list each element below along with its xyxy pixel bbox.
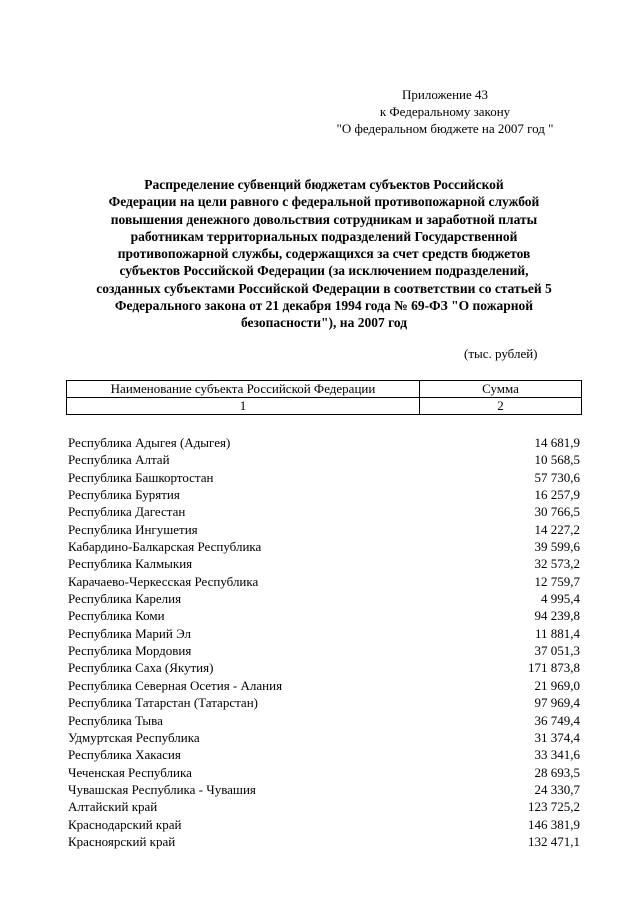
region-name: Красноярский край bbox=[68, 833, 176, 849]
table-row bbox=[68, 642, 580, 659]
amount-value: 30 766,5 bbox=[534, 504, 580, 520]
title-line: Распределение субвенций бюджетам субъектов Российской bbox=[144, 177, 504, 192]
region-name: Алтайский край bbox=[68, 799, 158, 815]
table-row bbox=[68, 434, 580, 451]
table-row bbox=[68, 486, 580, 503]
title-line: субъектов Российской Федерации (за исключением подразделений, bbox=[119, 263, 529, 279]
amount-value: 14 681,9 bbox=[534, 435, 580, 450]
table-header bbox=[66, 380, 582, 415]
region-name: Республика Башкортостан bbox=[68, 469, 214, 485]
region-name: Республика Саха (Якутия) bbox=[68, 660, 214, 676]
title-line: работникам территориальных подразделений Государственной bbox=[130, 228, 518, 244]
amount-value: 39 599,6 bbox=[534, 539, 580, 555]
column-number-1: 1 bbox=[67, 398, 420, 415]
units-label: (тыс. рублей) bbox=[464, 346, 538, 361]
table-header-row bbox=[67, 381, 582, 398]
table-row bbox=[68, 573, 580, 590]
table-row bbox=[68, 746, 580, 763]
amount-value: 33 341,6 bbox=[534, 747, 580, 763]
column-header-sum: Сумма bbox=[420, 381, 582, 398]
column-number-2: 2 bbox=[420, 398, 582, 415]
table-row bbox=[68, 729, 580, 746]
region-name: Республика Калмыкия bbox=[68, 556, 193, 572]
table-row bbox=[68, 521, 580, 538]
table-row bbox=[68, 659, 580, 676]
region-name: Республика Коми bbox=[68, 608, 165, 624]
appendix-law-title: "О федеральном бюджете на 2007 год " bbox=[336, 121, 554, 136]
amount-value: 12 759,7 bbox=[534, 573, 580, 589]
table-row bbox=[68, 816, 580, 833]
table-row bbox=[68, 451, 580, 468]
amount-value: 36 749,4 bbox=[534, 712, 580, 728]
table-row bbox=[68, 555, 580, 572]
title-line: созданных субъектами Российской Федерации в соответствии со статьей 5 bbox=[96, 280, 552, 296]
region-name: Чувашская Республика - Чувашия bbox=[68, 781, 256, 797]
table-row bbox=[68, 538, 580, 555]
region-name: Кабардино-Балкарская Республика bbox=[68, 539, 262, 555]
table-row bbox=[68, 469, 580, 486]
amount-value: 57 730,6 bbox=[534, 469, 580, 485]
table-row bbox=[68, 712, 580, 729]
region-name: Карачаево-Черкесская Республика bbox=[68, 573, 259, 589]
region-name: Республика Адыгея (Адыгея) bbox=[68, 435, 231, 450]
region-name: Республика Татарстан (Татарстан) bbox=[68, 695, 258, 711]
amount-value: 10 568,5 bbox=[534, 452, 580, 468]
amount-value: 16 257,9 bbox=[534, 487, 580, 503]
table-row bbox=[68, 590, 580, 607]
amount-value: 123 725,2 bbox=[528, 799, 580, 815]
table-column-numbers-row bbox=[67, 398, 582, 415]
amount-value: 31 374,4 bbox=[534, 729, 580, 745]
table-row bbox=[68, 677, 580, 694]
region-name: Республика Дагестан bbox=[68, 504, 186, 520]
amount-value: 14 227,2 bbox=[534, 521, 580, 537]
region-name: Республика Хакасия bbox=[68, 747, 181, 763]
amount-value: 171 873,8 bbox=[528, 660, 580, 676]
amount-value: 24 330,7 bbox=[534, 781, 580, 797]
table-row bbox=[68, 781, 580, 798]
column-header-name: Наименование субъекта Российской Федерации bbox=[67, 381, 420, 398]
region-name: Республика Северная Осетия - Алания bbox=[68, 677, 283, 693]
amount-value: 37 051,3 bbox=[534, 643, 580, 659]
table-row bbox=[68, 833, 580, 850]
region-name: Республика Марий Эл bbox=[68, 625, 191, 641]
table-row bbox=[68, 694, 580, 711]
document-title bbox=[66, 176, 582, 332]
amount-value: 11 881,4 bbox=[534, 625, 580, 641]
table-body bbox=[68, 434, 580, 850]
title-line: безопасности"), на 2007 год bbox=[240, 315, 408, 331]
title-line: Федерального закона от 21 декабря 1994 года № 69-ФЗ "О пожарной bbox=[114, 298, 534, 314]
table-row bbox=[68, 503, 580, 520]
amount-value: 146 381,9 bbox=[528, 816, 580, 832]
region-name: Республика Тыва bbox=[68, 712, 163, 728]
region-name: Удмуртская Республика bbox=[68, 729, 200, 745]
region-name: Краснодарский край bbox=[68, 816, 182, 832]
title-line: Федерации на цели равного с федеральной противопожарной службой bbox=[108, 194, 540, 210]
table-row bbox=[68, 764, 580, 781]
region-name: Республика Карелия bbox=[68, 591, 182, 607]
region-name: Республика Ингушетия bbox=[68, 521, 198, 537]
region-name: Республика Бурятия bbox=[68, 487, 180, 503]
table-row bbox=[68, 607, 580, 624]
appendix-law-ref: к Федеральному закону bbox=[379, 104, 511, 119]
amount-value: 97 969,4 bbox=[534, 695, 580, 711]
title-line: противопожарной службы, содержащихся за счет средств бюджетов bbox=[117, 246, 531, 262]
region-name: Чеченская Республика bbox=[68, 764, 192, 780]
table-row bbox=[68, 798, 580, 815]
amount-value: 132 471,1 bbox=[528, 833, 580, 849]
amount-value: 94 239,8 bbox=[534, 608, 580, 624]
table-row bbox=[68, 625, 580, 642]
amount-value: 21 969,0 bbox=[534, 677, 580, 693]
amount-value: 4 995,4 bbox=[541, 591, 580, 607]
amount-value: 28 693,5 bbox=[534, 764, 580, 780]
appendix-number: Приложение 43 bbox=[401, 87, 489, 102]
region-name: Республика Алтай bbox=[68, 452, 170, 468]
amount-value: 32 573,2 bbox=[534, 556, 580, 572]
region-name: Республика Мордовия bbox=[68, 643, 192, 659]
document-header bbox=[300, 86, 590, 137]
title-line: повышения денежного довольствия сотрудникам и заработной платы bbox=[110, 211, 538, 227]
